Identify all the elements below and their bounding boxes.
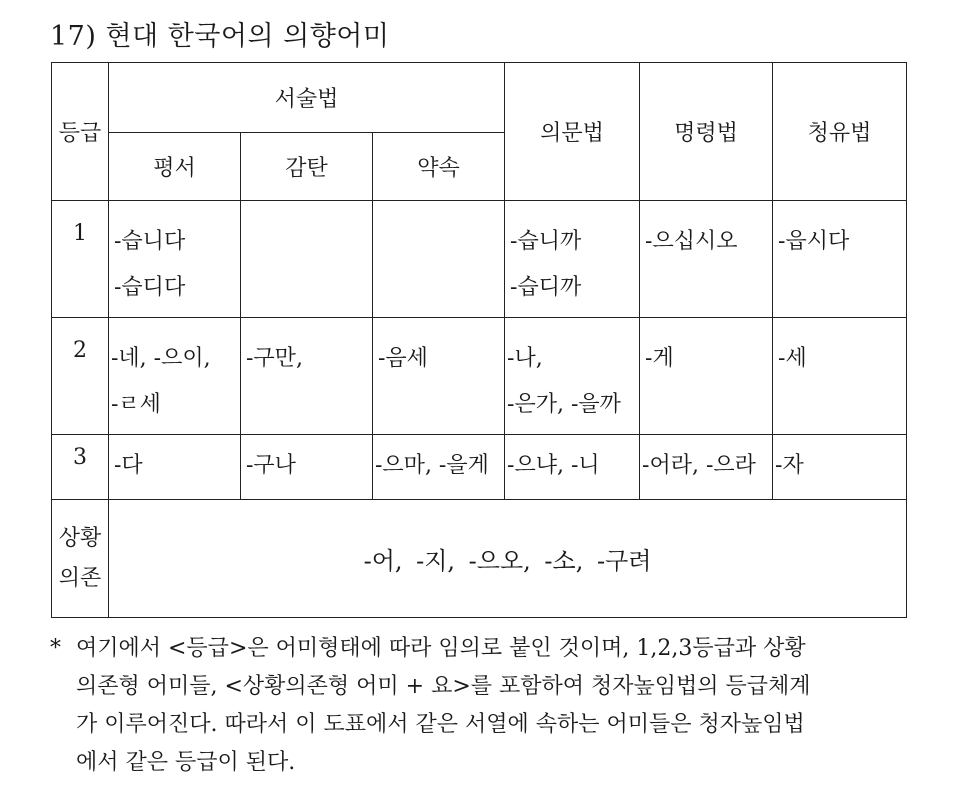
footnote-line: 의존형 어미들, <상황의존형 어미 + 요>를 포함하여 청자높임법의 등급체계 <box>76 674 811 699</box>
footnote-text: 여기에서 <등급>은 어미형태에 따라 임의로 붙인 것이며, 1,2,3등급과 상황 <box>76 636 806 661</box>
cell-imperative <box>640 318 773 435</box>
ending-table <box>51 62 907 618</box>
situational-endings: -어, -지, -으오, -소, -구려 <box>109 500 907 618</box>
ending-text: -어라, -으라 <box>642 453 756 478</box>
grade-number: 1 <box>52 201 109 318</box>
ending-text: -읍시다 <box>778 229 850 254</box>
ending-text: -습디다 <box>114 275 186 300</box>
cell-interrogative <box>505 318 640 435</box>
table-row-grade-2 <box>52 318 907 435</box>
cell-plain <box>109 201 241 318</box>
header-plain: 평서 <box>109 133 241 201</box>
situational-label <box>52 500 109 618</box>
ending-text: -으마, -을게 <box>375 453 489 478</box>
ending-text: -습디까 <box>510 275 582 300</box>
ending-text: -ㄹ세 <box>111 392 161 417</box>
cell-propositive <box>773 318 907 435</box>
cell-propositive <box>773 435 907 500</box>
cell-plain <box>109 318 241 435</box>
header-grade: 등급 <box>52 63 109 201</box>
footnote-line: 가 이루어진다. 따라서 이 도표에서 같은 서열에 속하는 어미들은 청자높임법 <box>76 712 805 737</box>
cell-interrogative <box>505 201 640 318</box>
cell-plain <box>109 435 241 500</box>
ending-text: -네, -으이, <box>111 346 211 371</box>
header-promissive: 약속 <box>373 133 505 201</box>
cell-promissive <box>373 318 505 435</box>
ending-text: -습니까 <box>510 229 582 254</box>
ending-text: -습니다 <box>114 229 186 254</box>
header-imperative: 명령법 <box>640 63 773 201</box>
cell-promissive <box>373 201 505 318</box>
footnote-line: 에서 같은 등급이 된다. <box>76 750 296 775</box>
table-row-situational <box>52 500 907 618</box>
situational-label-line: 의존 <box>58 565 102 591</box>
footnote <box>50 630 920 782</box>
ending-text: -음세 <box>378 346 428 371</box>
asterisk-marker: * <box>50 636 61 661</box>
cell-exclamatory <box>241 435 373 500</box>
page-title: 17) 현대 한국어의 의향어미 <box>50 21 390 52</box>
cell-exclamatory <box>241 318 373 435</box>
ending-text: -자 <box>775 453 804 478</box>
cell-exclamatory <box>241 201 373 318</box>
header-declarative: 서술법 <box>109 63 505 133</box>
table-row-grade-3 <box>52 435 907 500</box>
grade-number: 3 <box>52 435 109 500</box>
cell-promissive <box>373 435 505 500</box>
table-row-grade-1 <box>52 201 907 318</box>
ending-text: -으십시오 <box>645 229 738 254</box>
cell-interrogative <box>505 435 640 500</box>
ending-text: -게 <box>645 346 674 371</box>
ending-text: -은가, -을까 <box>507 392 621 417</box>
ending-text: -구만, <box>246 346 303 371</box>
situational-label-line: 상황 <box>58 525 102 551</box>
cell-imperative <box>640 201 773 318</box>
ending-text: -세 <box>778 346 807 371</box>
ending-text: -구나 <box>246 453 296 478</box>
header-interrogative: 의문법 <box>505 63 640 201</box>
footnote-line <box>50 630 920 668</box>
ending-text: -으냐, -니 <box>507 453 600 478</box>
cell-imperative <box>640 435 773 500</box>
header-exclamatory: 감탄 <box>241 133 373 201</box>
cell-propositive <box>773 201 907 318</box>
ending-text: -다 <box>114 453 143 478</box>
header-propositive: 청유법 <box>773 63 907 201</box>
grade-number: 2 <box>52 318 109 435</box>
ending-text: -나, <box>507 346 543 371</box>
